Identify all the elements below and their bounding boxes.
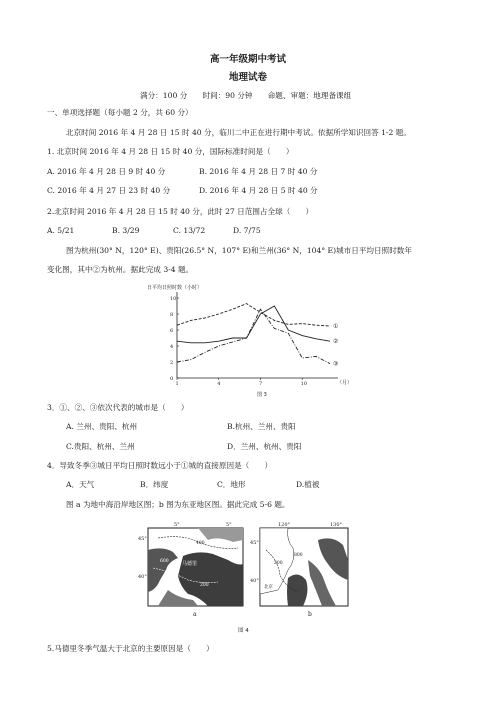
map-a: [138, 522, 243, 618]
exam-info: 满分：100 分 时间：90 分钟 命题、审题：地理备课组: [140, 91, 352, 100]
question-3-stem: 3．①、②、③依次代表的城市是（ ）: [47, 403, 189, 412]
chart-y-tick-label: 2: [170, 359, 174, 366]
question-3-option-a: A. 兰州、贵阳、杭州: [66, 422, 138, 431]
chart-x-tick-label: 4: [217, 381, 221, 387]
passage-intro: 北京时间 2016 年 4 月 28 日 15 时 40 分，临川二中正在进行期中考试。依据所学知识回答 1-2 题。: [66, 128, 411, 137]
question-4-option-b: B．纬度: [140, 480, 169, 489]
chart-series-label: ②: [333, 338, 339, 346]
map-a-lat-1: 45°: [138, 536, 147, 542]
sunshine-line-chart: [145, 282, 355, 400]
chart-xlabel: （月）: [337, 380, 353, 386]
map-b-isoline-2: 200: [274, 561, 283, 566]
map-figure: [138, 520, 358, 640]
map-a-isoline-3: 200: [200, 583, 209, 588]
map-b: [250, 522, 348, 618]
map-a-isoline-2: 600: [160, 559, 169, 564]
chart-y-tick-label: 10: [170, 295, 177, 302]
question-2-option-a: A. 5/21: [47, 226, 75, 235]
chart-x-tick-label: 7: [258, 381, 263, 387]
chart-caption: 图 3: [257, 392, 267, 398]
question-1-option-d: D. 2016 年 4 月 28 日 5 时 40 分: [199, 186, 318, 195]
map-a-city: 马德里: [182, 561, 198, 567]
map-a-label: a: [193, 611, 197, 618]
question-1-option-a: A. 2016 年 4 月 28 日 9 时 40 分: [47, 167, 166, 176]
chart-y-tick-label: 8: [170, 311, 174, 318]
chart-x-tick-label: 10: [300, 381, 308, 387]
chart-y-tick-label: 6: [170, 327, 174, 334]
chart-y-tick-label: 4: [170, 343, 174, 350]
question-1-option-b: B. 2016 年 4 月 28 日 7 时 40 分: [199, 167, 318, 176]
map-caption: 图 4: [238, 628, 249, 634]
question-2-option-c: C. 13/72: [173, 226, 206, 235]
map-b-lat-1: 45°: [250, 540, 259, 546]
question-2-option-b: B. 3/29: [112, 226, 140, 235]
question-4-option-c: C．地形: [217, 480, 246, 489]
chart-series-label: ①: [333, 323, 339, 330]
map-b-lon-2: 130°: [330, 522, 343, 528]
passage-2-line-2: 变化图，其中②为杭州。据此完成 3-4 题。: [47, 265, 194, 274]
question-2-stem: 2.北京时间 2016 年 4 月 28 日 15 时 40 分，此时 27 日范围占全球（ ）: [47, 207, 314, 216]
map-a-lat-2: 40°: [138, 574, 147, 580]
map-b-label: b: [308, 611, 312, 618]
chart-series-label: ③: [333, 360, 339, 368]
question-4-option-d: D.植被: [296, 480, 320, 489]
passage-2-line-1: 图为杭州(30° N，120° E)、贵阳(26.5° N，107° E)和兰州(36° N，104° E)城市日平均日照时数年: [66, 246, 412, 255]
map-b-isoline-1: 800: [294, 553, 303, 558]
question-5-stem: 5.马德里冬季气温大于北京的主要原因是（ ）: [47, 644, 214, 653]
map-a-lon-1: 5°: [174, 522, 180, 528]
question-3-option-d: D．兰州、杭州、贵阳: [227, 442, 302, 451]
question-4-stem: 4．导致冬季③城日平均日照时数远小于①城的直接原因是（ ）: [47, 461, 273, 470]
map-b-city: 北京: [264, 585, 273, 590]
passage-3: 图 a 为地中海沿岸地区图；b 图为东亚地区图。据此完成 5-6 题。: [66, 500, 290, 509]
map-b-lon-1: 120°: [278, 522, 291, 528]
question-3-option-b: B.杭州、兰州、贵阳: [227, 422, 296, 431]
exam-title: 高一年级期中考试: [210, 54, 287, 65]
question-1-stem: 1. 北京时间 2016 年 4 月 28 日 15 时 40 分，国际标准时间是（ ）: [47, 147, 294, 156]
question-2-option-d: D. 7/75: [233, 226, 261, 235]
chart-y-tick-label: 0: [170, 375, 174, 382]
chart-x-tick-label: 1: [175, 381, 179, 387]
map-b-lat-2: 40°: [250, 578, 259, 584]
map-a-isoline-1: 400: [196, 541, 205, 546]
question-4-option-a: A．天气: [66, 480, 95, 489]
question-1-option-c: C. 2016 年 4 月 27 日 23 时 40 分: [47, 186, 171, 195]
map-a-lon-2: 5°: [226, 522, 232, 528]
chart-ylabel: 日平均日照时数（小时）: [147, 285, 203, 291]
section-heading: 一、单项选择题（每小题 2 分，共 60 分）: [47, 108, 193, 117]
question-3-option-c: C.贵阳、杭州、兰州: [66, 442, 135, 451]
subject-title: 地理试卷: [229, 72, 268, 83]
